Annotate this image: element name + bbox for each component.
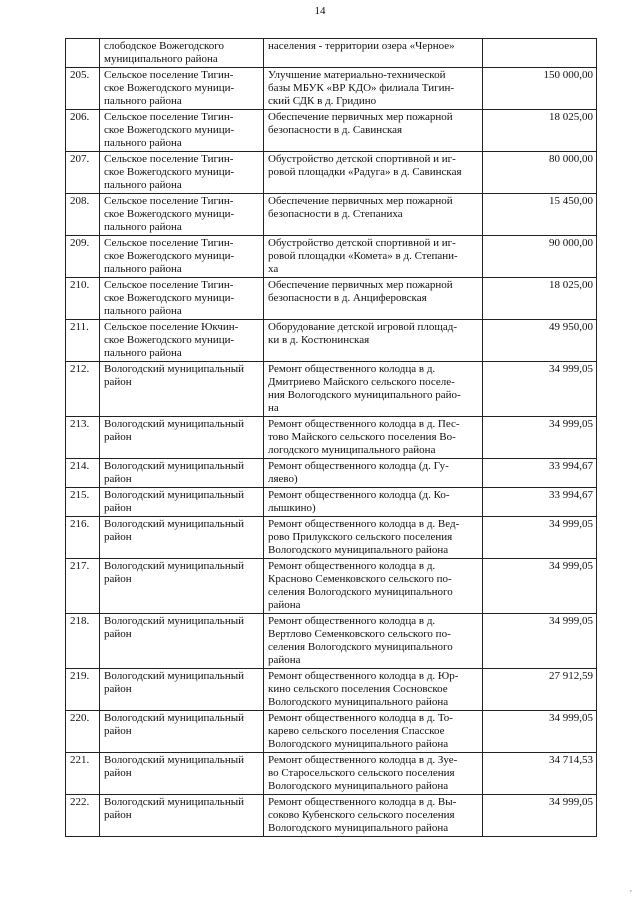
amount-cell bbox=[483, 559, 597, 614]
recipient-cell bbox=[100, 417, 264, 459]
row-number bbox=[66, 459, 100, 488]
table-row bbox=[66, 236, 597, 278]
recipient-cell bbox=[100, 559, 264, 614]
row-number-text: 217. bbox=[70, 560, 90, 572]
amount-cell-text: 34 999,05 bbox=[549, 363, 593, 375]
table-row bbox=[66, 459, 597, 488]
row-number-text: 206. bbox=[70, 111, 90, 123]
recipient-cell bbox=[100, 711, 264, 753]
recipient-cell bbox=[100, 194, 264, 236]
table-row bbox=[66, 362, 597, 417]
amount-cell bbox=[483, 459, 597, 488]
purpose-cell-text: Ремонт общественного колодца (д. Ко- лышкино) bbox=[268, 489, 450, 514]
table-row bbox=[66, 110, 597, 152]
recipient-cell bbox=[100, 152, 264, 194]
recipient-cell-text: Сельское поселение Тигин- ское Вожегодского муници- пального района bbox=[104, 237, 235, 275]
amount-cell-text: 80 000,00 bbox=[549, 153, 593, 165]
table-row bbox=[66, 152, 597, 194]
purpose-cell bbox=[264, 517, 483, 559]
amount-cell bbox=[483, 711, 597, 753]
row-number bbox=[66, 236, 100, 278]
table-row bbox=[66, 488, 597, 517]
purpose-cell bbox=[264, 362, 483, 417]
recipient-cell bbox=[100, 614, 264, 669]
amount-cell-text: 34 999,05 bbox=[549, 560, 593, 572]
table-row bbox=[66, 711, 597, 753]
amount-cell bbox=[483, 320, 597, 362]
purpose-cell-text: Ремонт общественного колодца в д. То- карево сельского поселения Спасское Вологодского муниципального района bbox=[268, 712, 453, 750]
row-number-text: 213. bbox=[70, 418, 90, 430]
purpose-cell-text: Ремонт общественного колодца (д. Гу- ляево) bbox=[268, 460, 449, 485]
purpose-cell bbox=[264, 194, 483, 236]
row-number bbox=[66, 194, 100, 236]
amount-cell bbox=[483, 236, 597, 278]
amount-cell-text: 18 025,00 bbox=[549, 279, 593, 291]
recipient-cell-text: Сельское поселение Юкчин- ское Вожегодского муници- пального района bbox=[104, 321, 239, 359]
purpose-cell bbox=[264, 614, 483, 669]
table-row bbox=[66, 559, 597, 614]
recipient-cell-text: Вологодский муниципальный район bbox=[104, 418, 244, 443]
recipient-cell-text: Вологодский муниципальный район bbox=[104, 712, 244, 737]
recipient-cell bbox=[100, 669, 264, 711]
recipient-cell bbox=[100, 517, 264, 559]
row-number bbox=[66, 795, 100, 837]
recipient-cell-text: Вологодский муниципальный район bbox=[104, 518, 244, 543]
purpose-cell-text: Оборудование детской игровой площад- ки в д. Костюнинская bbox=[268, 321, 458, 346]
amount-cell bbox=[483, 68, 597, 110]
purpose-cell bbox=[264, 68, 483, 110]
row-number-text: 216. bbox=[70, 518, 90, 530]
recipient-cell-text: Сельское поселение Тигин- ское Вожегодского муници- пального района bbox=[104, 279, 235, 317]
row-number bbox=[66, 68, 100, 110]
row-number bbox=[66, 110, 100, 152]
purpose-cell bbox=[264, 669, 483, 711]
amount-cell bbox=[483, 517, 597, 559]
recipient-cell-text: Вологодский муниципальный район bbox=[104, 460, 244, 485]
table-row bbox=[66, 614, 597, 669]
recipient-cell bbox=[100, 488, 264, 517]
row-number bbox=[66, 669, 100, 711]
table-row bbox=[66, 669, 597, 711]
purpose-cell-text: Обеспечение первичных мер пожарной безопасности в д. Анциферовская bbox=[268, 279, 453, 304]
amount-cell-text: 34 714,53 bbox=[549, 754, 593, 766]
purpose-cell-text: Обеспечение первичных мер пожарной безопасности в д. Савинская bbox=[268, 111, 453, 136]
amount-cell-text: 27 912,59 bbox=[549, 670, 593, 682]
table-row bbox=[66, 795, 597, 837]
amount-cell-text: 34 999,05 bbox=[549, 712, 593, 724]
purpose-cell-text: Улучшение материально-технической базы МБУК «ВР КДО» филиала Тигин- ский СДК в д. Гридино bbox=[268, 69, 455, 107]
row-number-text: 210. bbox=[70, 279, 90, 291]
page-number: 14 bbox=[314, 5, 326, 17]
purpose-cell-text: Ремонт общественного колодца в д. Вед- рово Прилукского сельского поселения Вологодского муниципального района bbox=[268, 518, 460, 556]
row-number-text: 222. bbox=[70, 796, 90, 808]
recipient-cell-text: слободское Вожегодского муниципального района bbox=[104, 40, 225, 65]
amount-cell-text: 34 999,05 bbox=[549, 518, 593, 530]
recipient-cell bbox=[100, 795, 264, 837]
row-number bbox=[66, 753, 100, 795]
amount-cell bbox=[483, 669, 597, 711]
row-number bbox=[66, 152, 100, 194]
recipient-cell bbox=[100, 110, 264, 152]
budget-allocation-table bbox=[65, 38, 597, 837]
table-row bbox=[66, 517, 597, 559]
recipient-cell-text: Сельское поселение Тигин- ское Вожегодского муници- пального района bbox=[104, 69, 235, 107]
amount-cell bbox=[483, 110, 597, 152]
row-number bbox=[66, 39, 100, 68]
recipient-cell bbox=[100, 39, 264, 68]
row-number-text: 220. bbox=[70, 712, 90, 724]
table-row bbox=[66, 320, 597, 362]
row-number-text: 218. bbox=[70, 615, 90, 627]
purpose-cell bbox=[264, 39, 483, 68]
amount-cell-text: 34 999,05 bbox=[549, 796, 593, 808]
table-row bbox=[66, 39, 597, 68]
row-number bbox=[66, 278, 100, 320]
table-row bbox=[66, 417, 597, 459]
recipient-cell bbox=[100, 753, 264, 795]
row-number-text: 207. bbox=[70, 153, 90, 165]
amount-cell-text: 90 000,00 bbox=[549, 237, 593, 249]
amount-cell bbox=[483, 795, 597, 837]
table-row bbox=[66, 194, 597, 236]
amount-cell bbox=[483, 753, 597, 795]
amount-cell-text: 18 025,00 bbox=[549, 111, 593, 123]
purpose-cell bbox=[264, 278, 483, 320]
purpose-cell bbox=[264, 753, 483, 795]
purpose-cell-text: Ремонт общественного колодца в д. Вертлово Семенковского сельского по- селения Вологодского муниципального района bbox=[268, 615, 453, 666]
purpose-cell-text: Ремонт общественного колодца в д. Юр- кино сельского поселения Сосновское Вологодского муниципального района bbox=[268, 670, 459, 708]
recipient-cell-text: Вологодский муниципальный район bbox=[104, 796, 244, 821]
row-number-text: 215. bbox=[70, 489, 90, 501]
recipient-cell-text: Сельское поселение Тигин- ское Вожегодского муници- пального района bbox=[104, 111, 235, 149]
amount-cell bbox=[483, 362, 597, 417]
recipient-cell bbox=[100, 362, 264, 417]
amount-cell bbox=[483, 152, 597, 194]
recipient-cell-text: Вологодский муниципальный район bbox=[104, 754, 244, 779]
recipient-cell bbox=[100, 236, 264, 278]
purpose-cell-text: Ремонт общественного колодца в д. Зуе- во Старосельского сельского поселения Вологодского муниципального района bbox=[268, 754, 458, 792]
recipient-cell-text: Вологодский муниципальный район bbox=[104, 363, 244, 388]
amount-cell-text: 33 994,67 bbox=[549, 460, 593, 472]
purpose-cell-text: Ремонт общественного колодца в д. Красново Семенковского сельского по- селения Вологодского муниципального района bbox=[268, 560, 453, 611]
amount-cell-text: 33 994,67 bbox=[549, 489, 593, 501]
row-number bbox=[66, 517, 100, 559]
row-number-text: 211. bbox=[70, 321, 89, 333]
row-number-text: 214. bbox=[70, 460, 90, 472]
row-number-text: 221. bbox=[70, 754, 90, 766]
row-number bbox=[66, 362, 100, 417]
purpose-cell-text: Обустройство детской спортивной и иг- ровой площадки «Радуга» в д. Савинская bbox=[268, 153, 462, 178]
row-number-text: 209. bbox=[70, 237, 90, 249]
table-body bbox=[66, 39, 597, 837]
recipient-cell-text: Вологодский муниципальный район bbox=[104, 560, 244, 585]
amount-cell-text: 34 999,05 bbox=[549, 615, 593, 627]
purpose-cell bbox=[264, 417, 483, 459]
purpose-cell bbox=[264, 795, 483, 837]
scan-mark: , bbox=[629, 883, 632, 893]
row-number bbox=[66, 320, 100, 362]
amount-cell-text: 34 999,05 bbox=[549, 418, 593, 430]
row-number-text: 219. bbox=[70, 670, 90, 682]
row-number bbox=[66, 559, 100, 614]
recipient-cell-text: Вологодский муниципальный район bbox=[104, 670, 244, 695]
purpose-cell bbox=[264, 152, 483, 194]
recipient-cell bbox=[100, 68, 264, 110]
table-row bbox=[66, 753, 597, 795]
amount-cell bbox=[483, 39, 597, 68]
recipient-cell bbox=[100, 459, 264, 488]
row-number-text: 208. bbox=[70, 195, 90, 207]
purpose-cell-text: Ремонт общественного колодца в д. Вы- соково Кубенского сельского поселения Вологодского муниципального района bbox=[268, 796, 457, 834]
table-row bbox=[66, 68, 597, 110]
amount-cell-text: 49 950,00 bbox=[549, 321, 593, 333]
amount-cell-text: 150 000,00 bbox=[543, 69, 593, 81]
purpose-cell bbox=[264, 459, 483, 488]
purpose-cell-text: населения - территории озера «Черное» bbox=[268, 40, 455, 52]
amount-cell bbox=[483, 488, 597, 517]
recipient-cell bbox=[100, 320, 264, 362]
amount-cell bbox=[483, 614, 597, 669]
recipient-cell bbox=[100, 278, 264, 320]
purpose-cell bbox=[264, 559, 483, 614]
table-row bbox=[66, 278, 597, 320]
purpose-cell bbox=[264, 488, 483, 517]
row-number-text: 212. bbox=[70, 363, 90, 375]
purpose-cell bbox=[264, 711, 483, 753]
amount-cell bbox=[483, 278, 597, 320]
amount-cell bbox=[483, 194, 597, 236]
purpose-cell bbox=[264, 320, 483, 362]
amount-cell-text: 15 450,00 bbox=[549, 195, 593, 207]
purpose-cell-text: Ремонт общественного колодца в д. Пес- тово Майского сельского поселения Во- логодского муниципального района bbox=[268, 418, 460, 456]
amount-cell bbox=[483, 417, 597, 459]
row-number bbox=[66, 417, 100, 459]
purpose-cell bbox=[264, 110, 483, 152]
recipient-cell-text: Вологодский муниципальный район bbox=[104, 615, 244, 640]
recipient-cell-text: Сельское поселение Тигин- ское Вожегодского муници- пального района bbox=[104, 153, 235, 191]
recipient-cell-text: Вологодский муниципальный район bbox=[104, 489, 244, 514]
purpose-cell-text: Обустройство детской спортивной и иг- ровой площадки «Комета» в д. Степани- ха bbox=[268, 237, 458, 275]
row-number bbox=[66, 488, 100, 517]
purpose-cell-text: Обеспечение первичных мер пожарной безопасности в д. Степаниха bbox=[268, 195, 453, 220]
row-number bbox=[66, 711, 100, 753]
purpose-cell bbox=[264, 236, 483, 278]
row-number-text: 205. bbox=[70, 69, 90, 81]
purpose-cell-text: Ремонт общественного колодца в д. Дмитриево Майского сельского поселе- ния Вологодского муниципального райо- на bbox=[268, 363, 461, 414]
recipient-cell-text: Сельское поселение Тигин- ское Вожегодского муници- пального района bbox=[104, 195, 235, 233]
row-number bbox=[66, 614, 100, 669]
